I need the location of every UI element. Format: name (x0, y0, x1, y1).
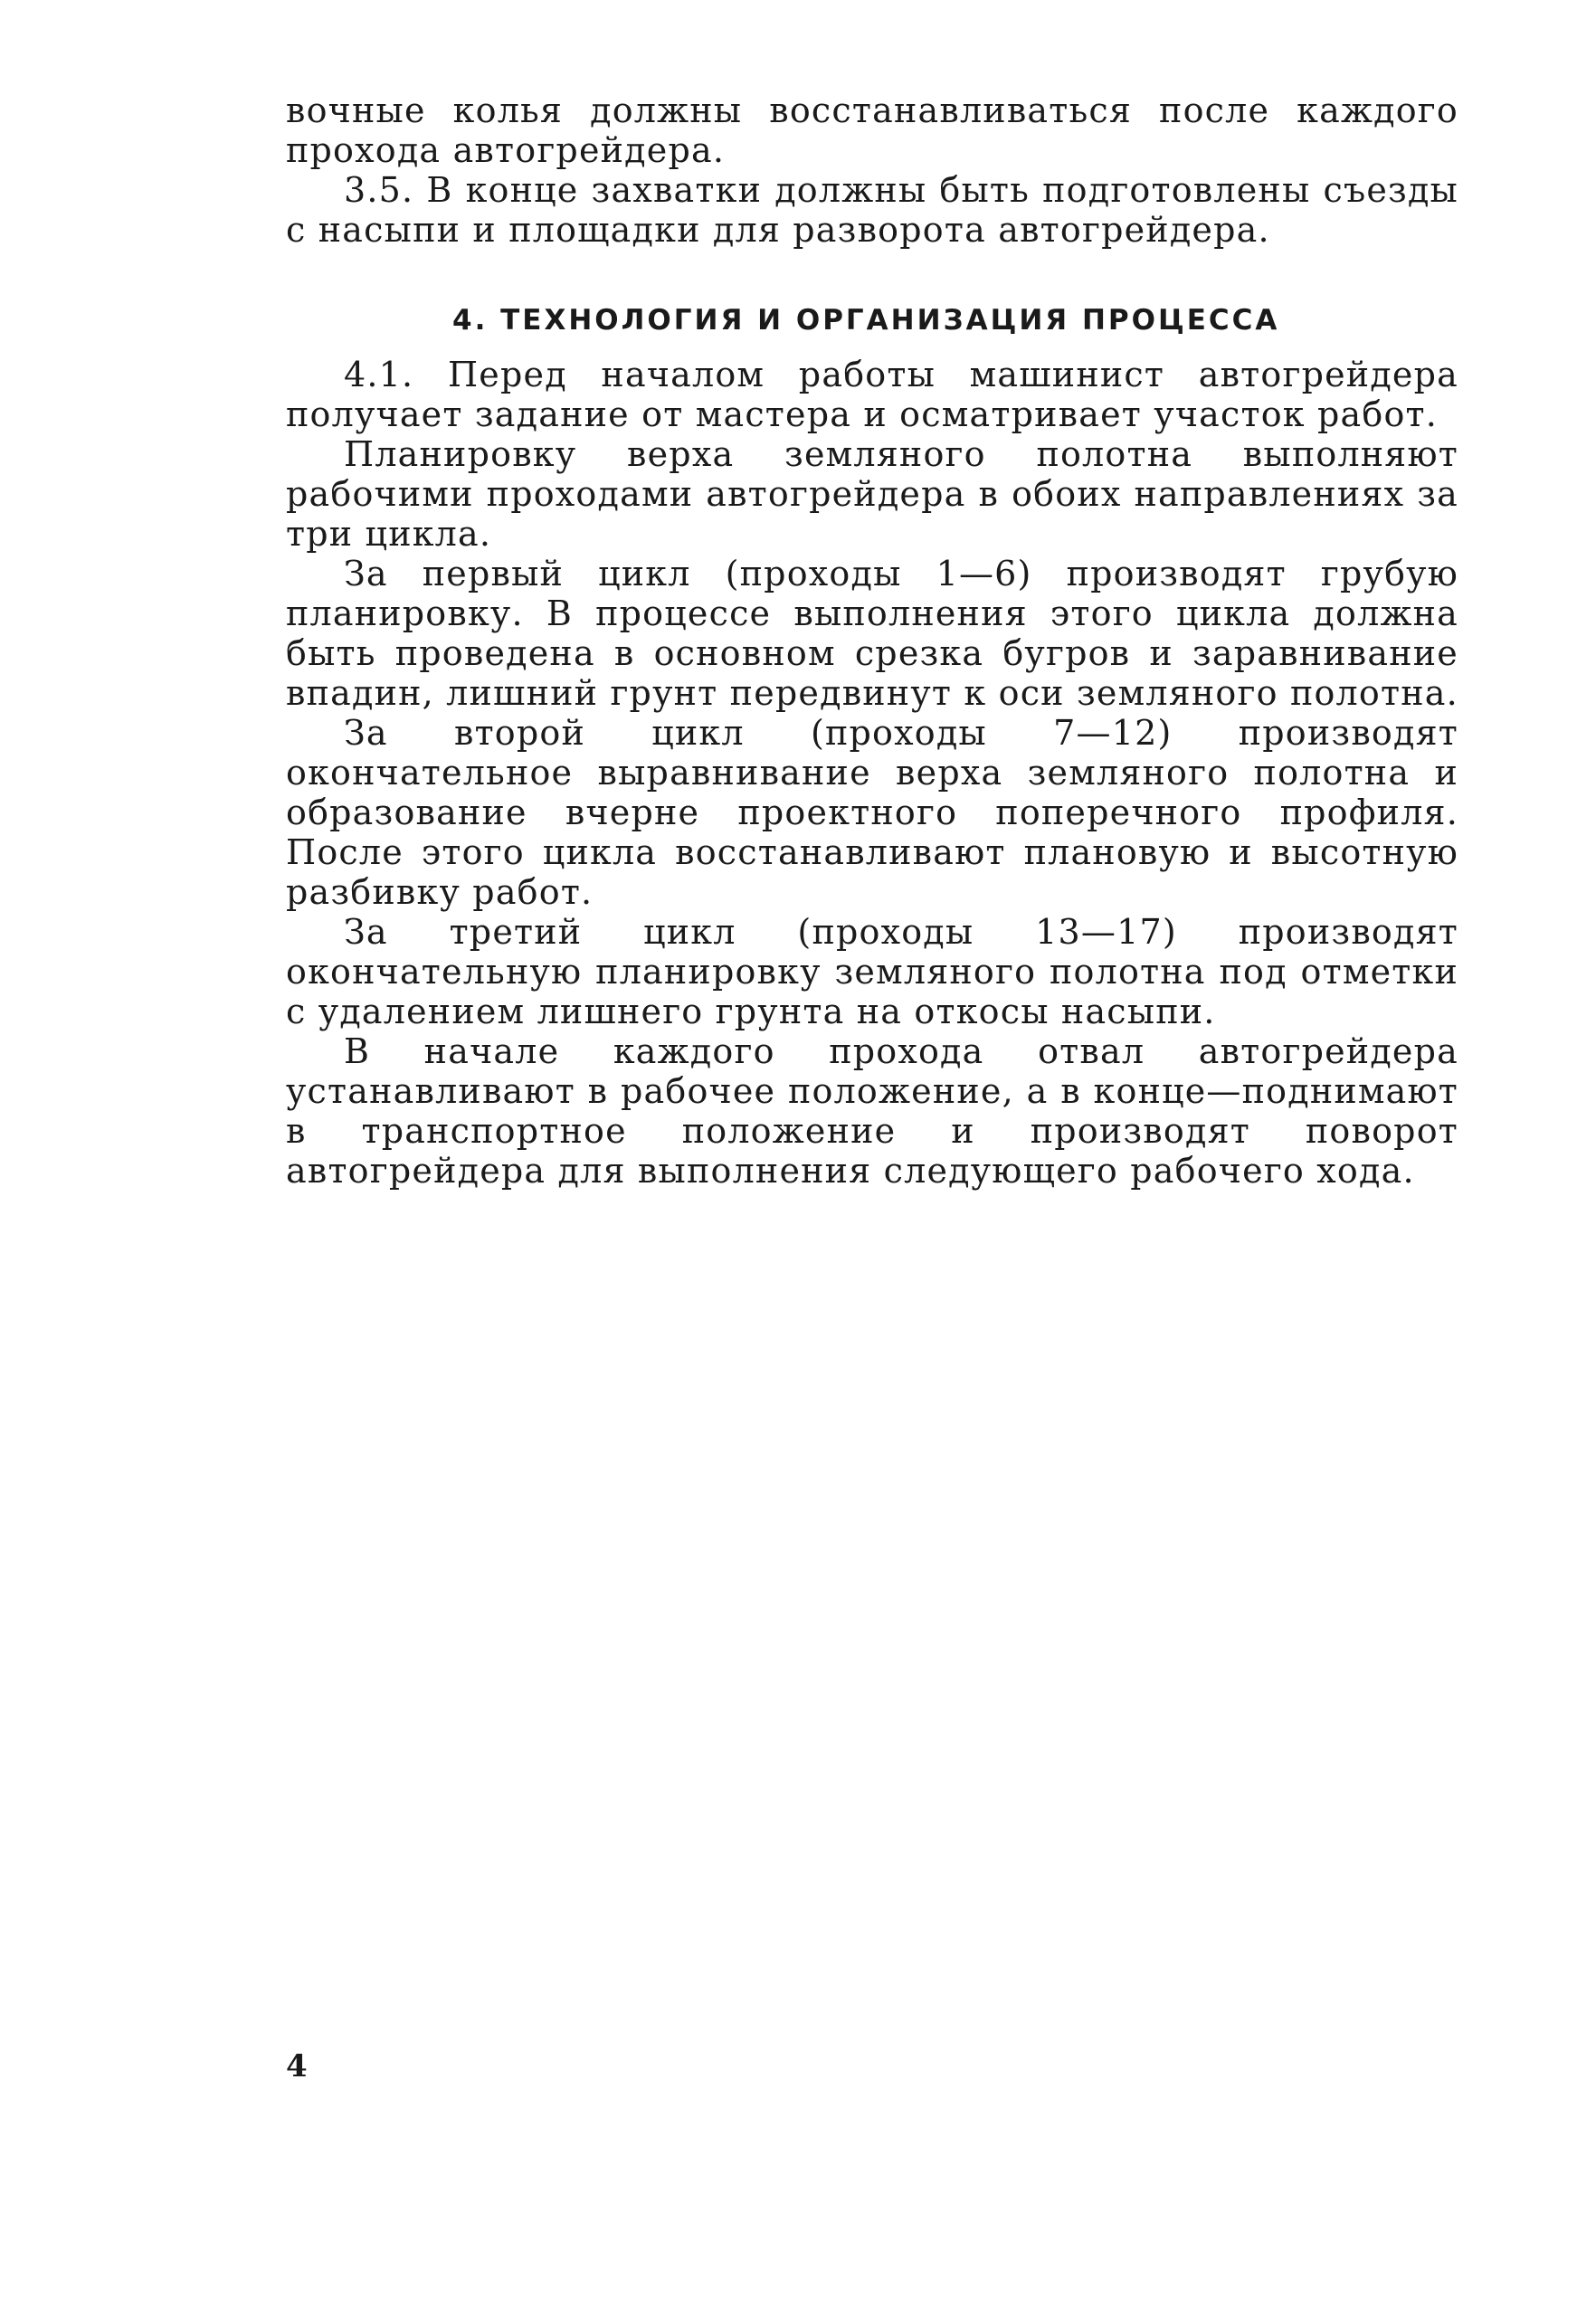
paragraph-third-cycle: За третий цикл (проходы 13—17) производят окончательную планировку земляного полотна под отметки с удалением лишнего грунта на откосы насыпи. (286, 912, 1458, 1031)
section-body (286, 355, 1458, 1191)
paragraph-first-cycle: За первый цикл (проходы 1—6) производят грубую планировку. В процессе выполнения этого цикла должна быть проведена в основном срезка бугров и заравнивание впадин, лишний грунт передвинут к оси земляного полотна. (286, 554, 1458, 713)
item-3-5-paragraph: 3.5. В конце захватки должны быть подготовлены съезды с насыпи и площадки для разворота автогрейдера. (286, 170, 1458, 250)
continuation-paragraph: вочные колья должны восстанавливаться после каждого прохода автогрейдера. (286, 90, 1458, 170)
paragraph-planning: Планировку верха земляного полотна выполняют рабочими проходами автогрейдера в обоих направлениях за три цикла. (286, 434, 1458, 554)
paragraph-second-cycle: За второй цикл (проходы 7—12) производят окончательное выравнивание верха земляного полотна и образование вчерне проектного поперечного профиля. После этого цикла восстанавливают плановую и высотную разбивку работ. (286, 713, 1458, 912)
paragraph-4-1: 4.1. Перед началом работы машинист автогрейдера получает задание от мастера и осматривает участок работ. (286, 355, 1458, 434)
top-text-block (286, 90, 1458, 250)
page-number: 4 (286, 2048, 308, 2084)
section-heading: 4. ТЕХНОЛОГИЯ И ОРГАНИЗАЦИЯ ПРОЦЕССА (452, 304, 1280, 337)
paragraph-pass-start: В начале каждого прохода отвал автогрейдера устанавливают в рабочее положение, а в конце—поднимают в транспортное положение и производят поворот автогрейдера для выполнения следующего рабочего хода. (286, 1031, 1458, 1191)
